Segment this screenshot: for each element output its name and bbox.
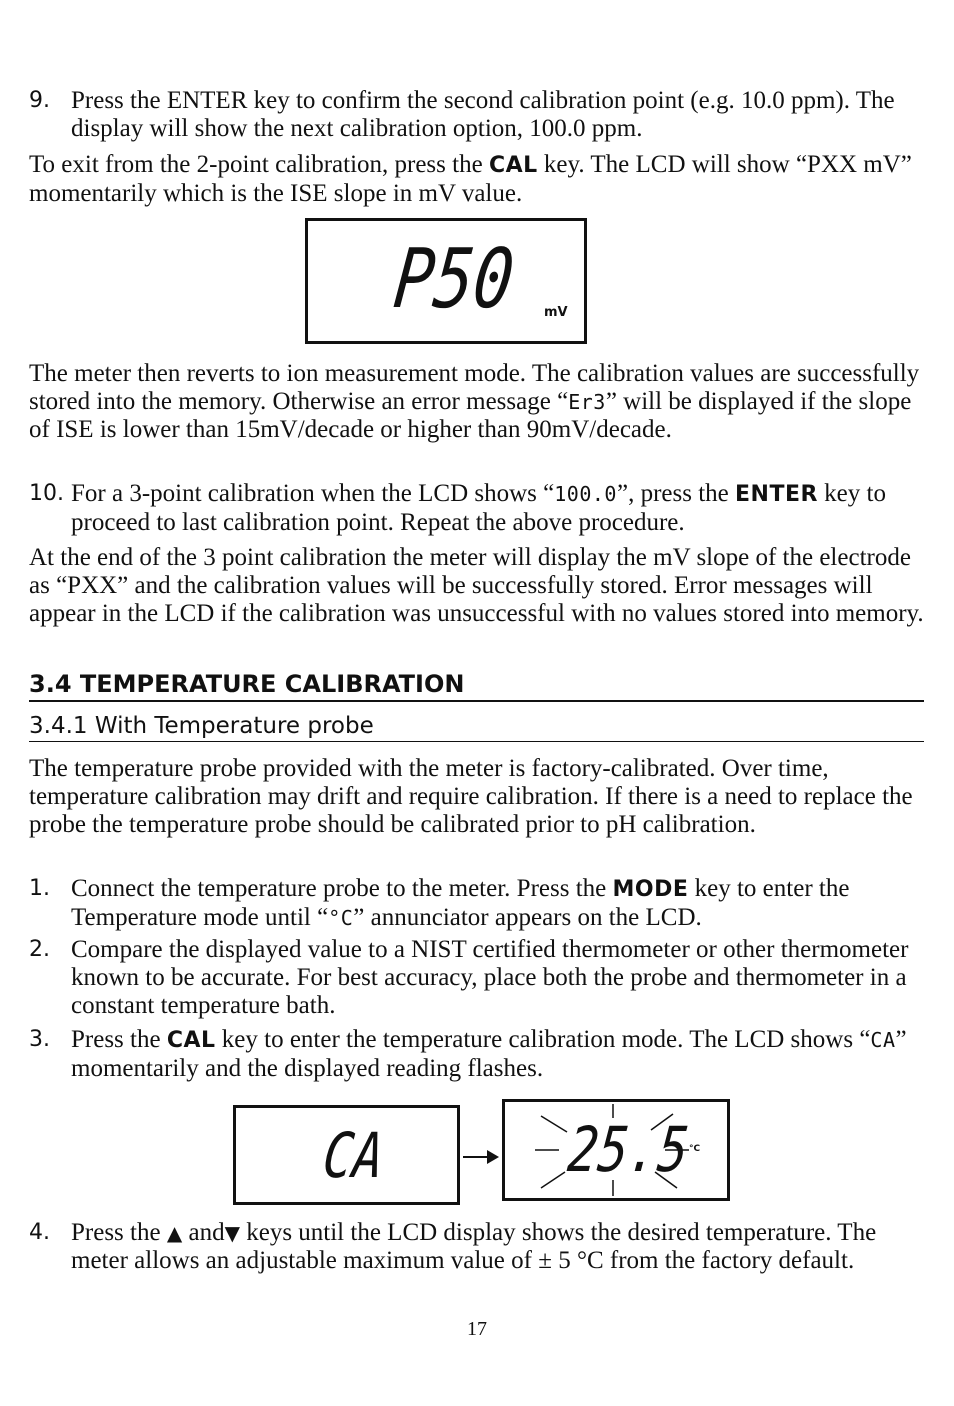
cal-key-label: CAL [166,1028,216,1053]
lcd-unit-celsius: °C [689,1144,701,1154]
down-arrow-icon: ▼ [224,1221,240,1245]
step-10 [29,480,924,537]
text-run: key to proceed to last calibration point. Repeat the above procedure. [71,480,886,536]
section-heading: 3.4 TEMPERATURE CALIBRATION [29,668,924,702]
step-text: Press the ENTER key to confirm the second calibration point (e.g. 10.0 ppm). The display will show the next calibration option, 100.0 ppm. [71,87,895,142]
lcd-temp-value: 25.5 [564,1113,692,1186]
exit-paragraph [29,151,924,208]
mode-key-label: MODE [612,877,689,902]
text-run: Connect the temperature probe to the meter. Press the [71,875,613,902]
text-run: key to enter the Temperature mode until “ [71,875,850,931]
cal-key-label: CAL [488,153,538,178]
step-text [71,1219,924,1275]
text-run: keys until the LCD display shows the desired temperature. The meter allows an adjustable maximum value of ± 5 °C from the factory default. [71,1219,877,1274]
lcd-slope-value: P50 [389,232,519,327]
text-run: For a 3-point calibration when the LCD shows “ [71,480,555,507]
up-arrow-icon: ▲ [166,1221,183,1245]
step-number: 4. [29,1220,50,1245]
text-run: To exit from the 2-point calibration, press the [29,151,489,178]
error-code: Er3 [568,390,606,414]
lcd-code: 100.0 [554,482,617,506]
step-9 [29,87,924,143]
temp-step-1 [29,875,924,932]
text-run: key to enter the temperature calibration mode. The LCD shows “ [215,1026,871,1053]
lcd-ca-value: CA [319,1119,388,1192]
probe-paragraph: The temperature probe provided with the meter is factory-calibrated. Over time, temperature calibration may drift and require calibration. If there is a need to replace the probe the temperature probe should be calibrated prior to pH calibration. [29,755,913,838]
lcd-code: CA [870,1028,896,1052]
text-run: ” will be displayed if the slope of ISE is lower than 15mV/decade or higher than 90mV/decade. [29,388,912,443]
step-text [71,875,924,932]
arrow-right-icon [461,1145,501,1169]
step-text [71,1026,924,1083]
step-text [71,480,924,537]
text-run: and [182,1219,225,1246]
step-number: 2. [29,937,50,962]
page-number: 17 [467,1318,487,1340]
revert-paragraph [29,360,924,444]
lcd-temp-display [502,1099,730,1201]
step-number: 9. [29,88,50,113]
text-run: Press the [71,1219,167,1246]
step-number: 10. [29,481,64,506]
lcd-code: °C [328,906,354,930]
text-run: ” annunciator appears on the LCD. [353,904,702,931]
temp-step-2 [29,936,924,1020]
text-run: The meter then reverts to ion measurement mode. The calibration values are successfully stored into the memory. Otherwise an error message “ [29,360,920,415]
temp-step-4 [29,1219,924,1275]
lcd-unit-mv: mV [544,305,568,320]
text-run: Press the [71,1026,167,1053]
enter-key-label: ENTER [735,482,818,507]
subsection-heading: 3.4.1 With Temperature probe [29,711,924,742]
text-run: key. The LCD will show “PXX mV” momentarily which is the ISE slope in mV value. [29,151,912,207]
temp-step-3 [29,1026,924,1083]
text-run: ”, press the [616,480,735,507]
end-paragraph: At the end of the 3 point calibration the meter will display the mV slope of the electrode as “PXX” and the calibration values will be successfully stored. Error messages will appear in the LCD if the calibration was unsuccessful with no values stored into memory. [29,544,924,627]
text-run: ” momentarily and the displayed reading flashes. [71,1026,907,1082]
step-number: 3. [29,1027,50,1052]
lcd-ca-display [233,1105,460,1205]
step-number: 1. [29,876,50,901]
step-text: Compare the displayed value to a NIST certified thermometer or other thermometer known to be accurate. For best accuracy, place both the probe and thermometer in a constant temperature bath. [71,936,909,1019]
lcd-slope-display [305,218,587,344]
